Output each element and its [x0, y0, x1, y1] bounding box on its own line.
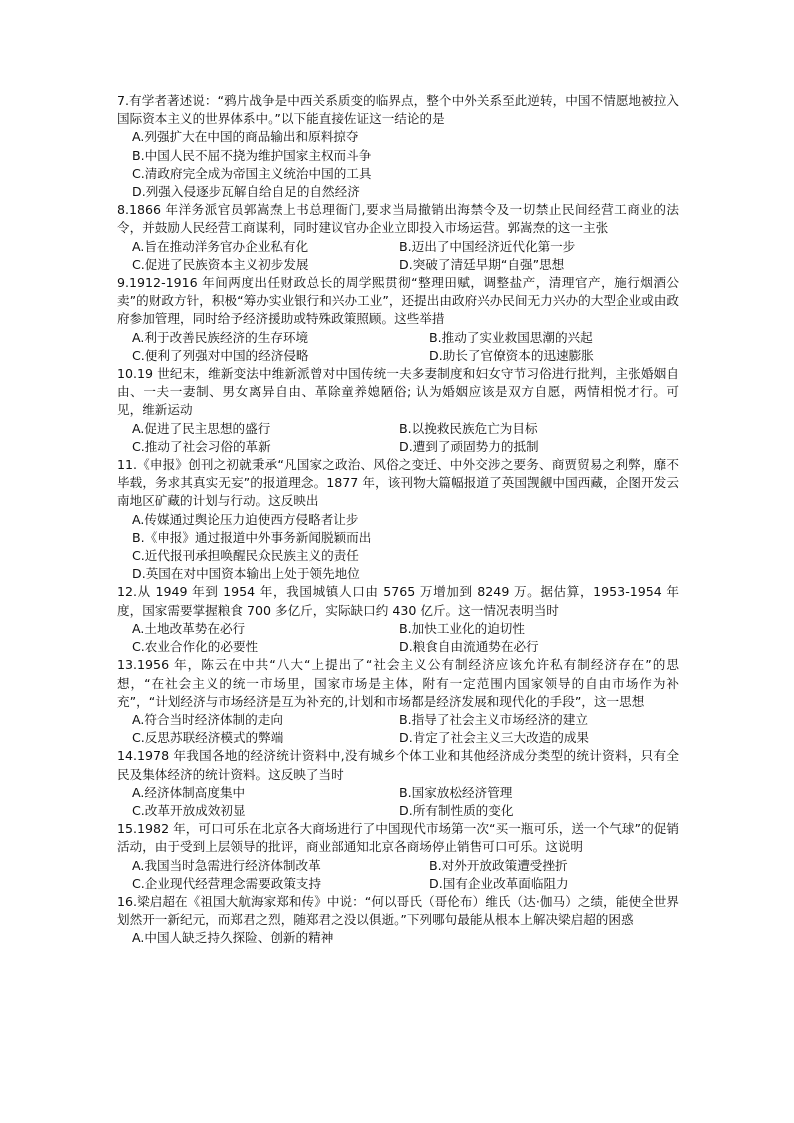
option-d: D.国有企业改革面临阻力 [429, 875, 569, 891]
option-row [117, 802, 679, 820]
option-d: D.遭到了顽固势力的抵制 [399, 438, 539, 454]
question-stem: 16.梁启超在《祖国大航海家郑和传》中说：“何以哥氏（哥伦布）维氏（达·伽马）之绩，能使全世界划然开一新纪元，而郑君之烈，随郑君之没以俱逝。”下列哪句最能从根本上解决梁启超的困惑 [117, 893, 679, 928]
option-a: A.列强扩大在中国的商品输出和原料掠夺 [132, 129, 359, 145]
option-row [117, 784, 679, 802]
option-a: A.经济体制高度集中 [132, 784, 246, 800]
option-a: A.符合当时经济体制的走向 [132, 711, 283, 727]
option-row [117, 256, 679, 274]
option-b: B.《申报》通过报道中外事务新闻脱颖而出 [132, 529, 372, 545]
question-11 [117, 456, 679, 583]
option-row [117, 238, 679, 256]
exam-page [117, 92, 679, 948]
option-b: B.推动了实业救国思潮的兴起 [429, 329, 593, 345]
option-b: B.指导了社会主义市场经济的建立 [399, 711, 588, 727]
option-row [117, 729, 679, 747]
option-a: A.中国人缺乏持久探险、创新的精神 [132, 930, 334, 946]
option-c: C.便利了列强对中国的经济侵略 [132, 347, 309, 363]
option-a: A.土地改革势在必行 [132, 620, 246, 636]
question-16 [117, 893, 679, 948]
question-stem: 15.1982 年，可口可乐在北京各大商场进行了中国现代市场第一次“买一瓶可乐，送一个气球”的促销活动，由于受到上层领导的批评，商业部通知北京各商场停止销售可口可乐。这说明 [117, 821, 679, 855]
question-12 [117, 583, 679, 656]
question-stem: 11.《申报》创刊之初就秉承“凡国家之政治、风俗之变迁、中外交涉之要务、商贾贸易之利弊，靡不毕载，务求其真实无妄”的报道理念。1877 年，该刊物大篇幅报道了英国觊觎中国西藏，企图开发云南地区矿藏的计划与行动。这反映出 [117, 457, 679, 509]
option-c: C.企业现代经营理念需要政策支持 [132, 875, 322, 891]
option-d: D.突破了清廷早期“自强”思想 [399, 256, 565, 272]
option-c: C.近代报刊承担唤醒民众民族主义的责任 [132, 548, 359, 564]
option-row [117, 857, 679, 875]
option-b: B.以挽救民族危亡为目标 [399, 420, 538, 436]
option-row [117, 438, 679, 456]
option-b: B.迈出了中国经济近代化第一步 [399, 238, 576, 254]
option-c: C.农业合作化的必要性 [132, 639, 259, 655]
option-a: A.旨在推动洋务官办企业私有化 [132, 238, 309, 254]
question-13 [117, 656, 679, 747]
question-15 [117, 820, 679, 893]
option-b: B.加快工业化的迫切性 [399, 620, 525, 636]
option-d: D.肯定了社会主义三大改造的成果 [399, 730, 590, 746]
question-9 [117, 274, 679, 365]
option-b: B.对外开放政策遭受挫折 [429, 857, 568, 873]
question-8 [117, 201, 679, 274]
option-d: D.英国在对中国资本输出上处于领先地位 [132, 566, 360, 582]
option-row [117, 347, 679, 365]
option-b: B.中国人民不屈不挠为维护国家主权而斗争 [132, 147, 372, 163]
option-row [117, 620, 679, 638]
option-d: D.列强入侵逐步瓦解自给自足的自然经济 [132, 184, 360, 200]
option-row [117, 711, 679, 729]
option-row [117, 875, 679, 893]
option-c: C.反思苏联经济模式的弊端 [132, 730, 284, 746]
option-row [117, 329, 679, 347]
option-c: C.改革开放成效初显 [132, 802, 246, 818]
question-stem: 12.从 1949 年到 1954 年，我国城镇人口由 5765 万增加到 8249 万。据估算，1953-1954 年度，国家需要掌握粮食 700 多亿斤，实际缺口约 430 亿斤。这一情况表明当时 [117, 584, 679, 618]
option-d: D.助长了官僚资本的迅速膨胀 [429, 347, 594, 363]
question-stem: 13.1956 年，陈云在中共“八大“上提出了“社会主义公有制经济应该允许私有制经济存在”的思想，“在社会主义的统一市场里，国家市场是主体，附有一定范围内国家领导的自由市场作为补充”，“计划经济与市场经济是互为补充的,计划和市场都是经济发展和现代化的手段”，这一思想 [117, 657, 679, 709]
option-d: D.所有制性质的变化 [399, 802, 514, 818]
option-row [117, 638, 679, 656]
question-stem: 8.1866 年洋务派官员郭嵩焘上书总理衙门,要求当局撤销出海禁令及一切禁止民间经营工商业的法令，并鼓励人民经营工商谋利，同时建议官办企业立即投入市场运营。郭嵩焘的这一主张 [117, 202, 679, 236]
question-14 [117, 747, 679, 820]
option-row [117, 420, 679, 438]
option-c: C.促进了民族资本主义初步发展 [132, 256, 309, 272]
option-a: A.利于改善民族经济的生存环境 [132, 329, 309, 345]
question-stem: 7.有学者著述说：“鸦片战争是中西关系质变的临界点，整个中外关系至此逆转，中国不情愿地被拉入国际资本主义的世界体系中。”以下能直接佐证这一结论的是 [117, 93, 679, 127]
question-stem: 9.1912-1916 年间两度出任财政总长的周学熙贯彻“整理田赋，调整盐产，清理官产，施行烟酒公卖”的财政方针，积极“筹办实业银行和兴办工业”，还提出由政府兴办民间无力兴办的大型企业或由政府参加管理，同时给予经济援助或特殊政策照顾。这些举措 [117, 275, 679, 327]
question-stem: 10.19 世纪末，维新变法中维新派曾对中国传统一夫多妻制度和妇女守节习俗进行批判，主张婚姻自由、一夫一妻制、男女离异自由、革除童养媳陋俗; 认为婚姻应该是双方自愿，两情相悦才行。可见，维新运动 [117, 366, 679, 418]
question-stem: 14.1978 年我国各地的经济统计资料中,没有城乡个体工业和其他经济成分类型的统计资料，只有全民及集体经济的统计资料。这反映了当时 [117, 748, 679, 782]
option-a: A.传媒通过舆论压力迫使西方侵略者让步 [132, 511, 359, 527]
option-b: B.国家放松经济管理 [399, 784, 513, 800]
option-a: A.我国当时急需进行经济体制改革 [132, 857, 321, 873]
option-c: C.推动了社会习俗的革新 [132, 438, 271, 454]
option-a: A.促进了民主思想的盛行 [132, 420, 271, 436]
question-10 [117, 365, 679, 456]
question-7 [117, 92, 679, 201]
option-c: C.清政府完全成为帝国主义统治中国的工具 [132, 165, 372, 181]
option-d: D.粮食自由流通势在必行 [399, 639, 539, 655]
